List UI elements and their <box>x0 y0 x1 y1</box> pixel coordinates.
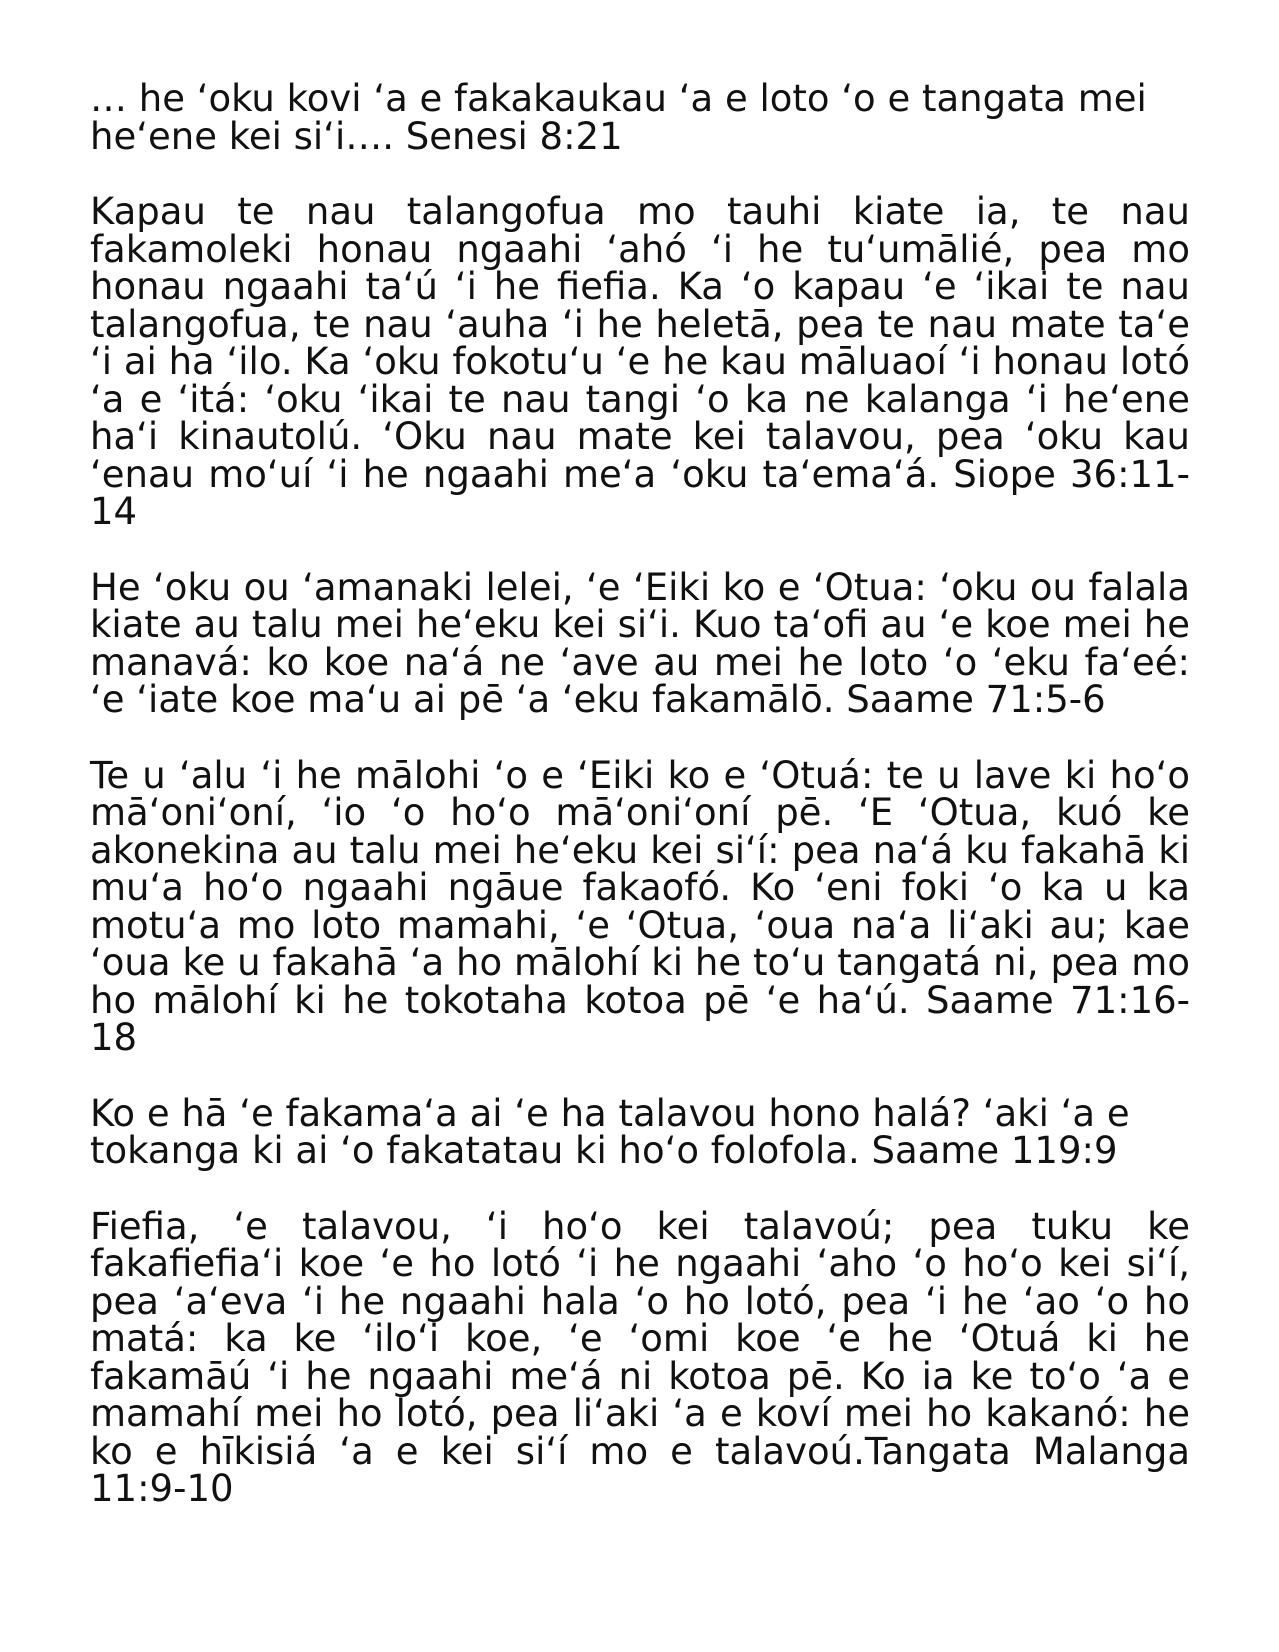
document-page <box>90 77 1191 1546</box>
passage-text: … he ‘oku kovi ‘a e fakakaukau ‘a e loto ‘o e tangata mei he‘ene kei si‘i…. <box>90 77 1147 158</box>
scripture-reference: Siope 36:11-14 <box>90 452 1190 533</box>
passage-text: Te u ‘alu ‘i he mālohi ‘o e ‘Eiki ko e ‘Otuá: te u lave ki ho‘o mā‘oni‘oní, ‘io ‘o ho‘o mā‘oni‘oní pē. ‘E ‘Otua, kuó ke akonekina au talu mei he‘eku kei si‘í: pea na‘á ku fakahā ki mu‘a ho‘o ngaahi ngāue fakaofó. Ko ‘eni foki ‘o ka u ka motu‘a mo loto mamahi, ‘e ‘Otua, ‘oua na‘a li‘aki au; kae ‘oua ke u fakahā ‘a ho mālohí ki he to‘u tangatá ni, pea mo ho mālohí ki he tokotaha kotoa pē ‘e ha‘ú. <box>90 753 1190 1022</box>
passage-text: Ko e hā ‘e fakama‘a ai ‘e ha talavou hono halá? ‘aki ‘a e tokanga ki ai ‘o fakatatau ki ho‘o folofola. <box>90 1091 1130 1172</box>
scripture-reference: Saame 119:9 <box>871 1129 1118 1172</box>
passage-6 <box>90 1204 1190 1510</box>
passage-2 <box>90 190 1190 533</box>
passage-text: Kapau te nau talangofua mo tauhi kiate ia, te nau fakamoleki honau ngaahi ‘ahó ‘i he tu‘umālié, pea mo honau ngaahi ta‘ú ‘i he fiefia. Ka ‘o kapau ‘e ‘ikai te nau talangofua, te nau ‘auha ‘i he heletā, pea te nau mate ta‘e ‘i ai ha ‘ilo. Ka ‘oku fokotu‘u ‘e he kau māluaoí ‘i honau lotó ‘a e ‘itá: ‘oku ‘ikai te nau tangi ‘o ka ne kalanga ‘i he‘ene ha‘i kinautolú. ‘Oku nau mate kei talavou, pea ‘oku kau ‘enau mo‘uí ‘i he ngaahi me‘a ‘oku ta‘ema‘á. <box>90 190 1190 496</box>
scripture-reference: Senesi 8:21 <box>405 114 623 158</box>
passage-3 <box>90 565 1190 721</box>
scripture-reference: Tangata Malanga 11:9-10 <box>90 1429 1190 1510</box>
passage-4 <box>90 753 1191 1059</box>
passage-text: He ‘oku ou ‘amanaki lelei, ‘e ‘Eiki ko e ‘Otua: ‘oku ou falala kiate au talu mei he‘eku kei si‘i. Kuo ta‘ofi au ‘e koe mei he manavá: ko koe na‘á ne ‘ave au mei he loto ‘o ‘eku fa‘eé: ‘e ‘iate koe ma‘u ai pē ‘a ‘eku fakamālō. <box>90 565 1190 721</box>
passage-5 <box>90 1091 1190 1172</box>
passage-text: Fiefia, ‘e talavou, ‘i ho‘o kei talavoú; pea tuku ke fakafiefia‘i koe ‘e ho lotó ‘i he ngaahi ‘aho ‘o ho‘o kei si‘í, pea ‘a‘eva ‘i he ngaahi hala ‘o ho lotó, pea ‘i he ‘ao ‘o ho matá: ka ke ‘ilo‘i koe, ‘e ‘omi koe ‘e he ‘Otuá ki he fakamāú ‘i he ngaahi me‘á ni kotoa pē. Ko ia ke to‘o ‘a e mamahí mei ho lotó, pea li‘aki ‘a e koví mei ho kakanó: he ko e hīkisiá ‘a e kei si‘í mo e talavoú. <box>90 1204 1190 1473</box>
passage-1 <box>90 77 1190 158</box>
scripture-reference: Saame 71:16-18 <box>90 978 1191 1059</box>
scripture-reference: Saame 71:5-6 <box>846 678 1106 721</box>
